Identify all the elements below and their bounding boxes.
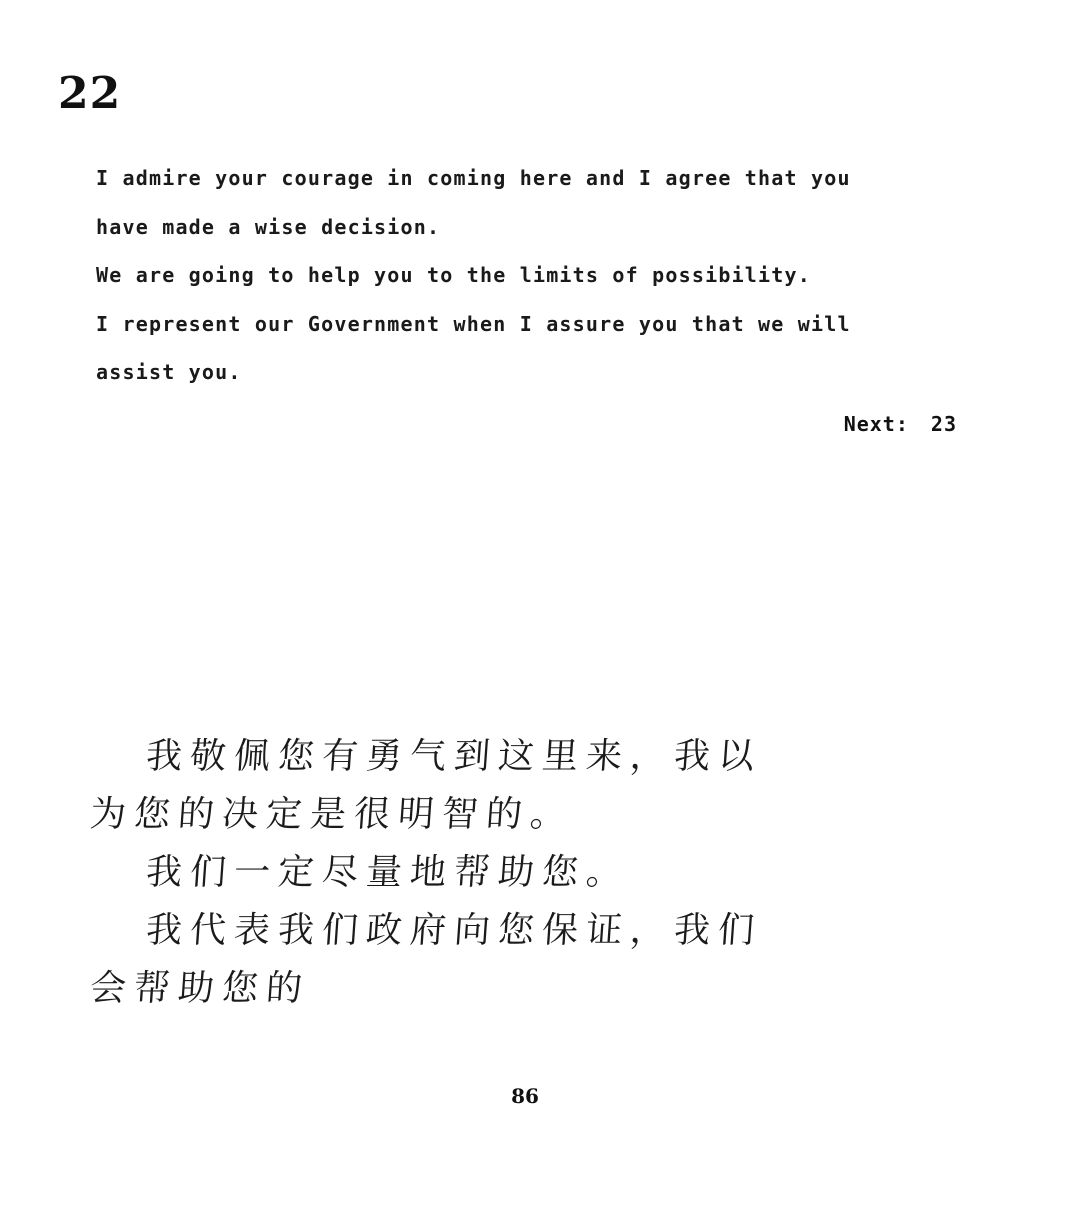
chinese-line: 会帮助您的 <box>88 968 312 1009</box>
english-line: We are going to help you to the limits of possibility. <box>96 263 812 287</box>
english-line: I represent our Government when I assure you that we will <box>96 311 851 336</box>
english-line: have made a wise decision. <box>96 214 441 239</box>
next-target: 23 <box>930 412 957 436</box>
next-reference <box>844 412 957 436</box>
chinese-line: 为您的决定是很明智的。 <box>88 794 576 835</box>
english-line: assist you. <box>96 360 242 384</box>
chinese-handwritten-block <box>90 728 950 1018</box>
chinese-line: 我代表我们政府向您保证，我们 <box>144 910 764 951</box>
section-number: 22 <box>58 68 122 119</box>
chinese-line: 我们一定尽量地帮助您。 <box>144 852 632 893</box>
english-text-block <box>96 160 976 403</box>
chinese-line: 我敬佩您有勇气到这里来，我以 <box>144 736 764 777</box>
english-line: I admire your courage in coming here and I agree that you <box>96 166 851 190</box>
next-label: Next: <box>843 412 909 436</box>
page-number: 86 <box>511 1084 539 1108</box>
